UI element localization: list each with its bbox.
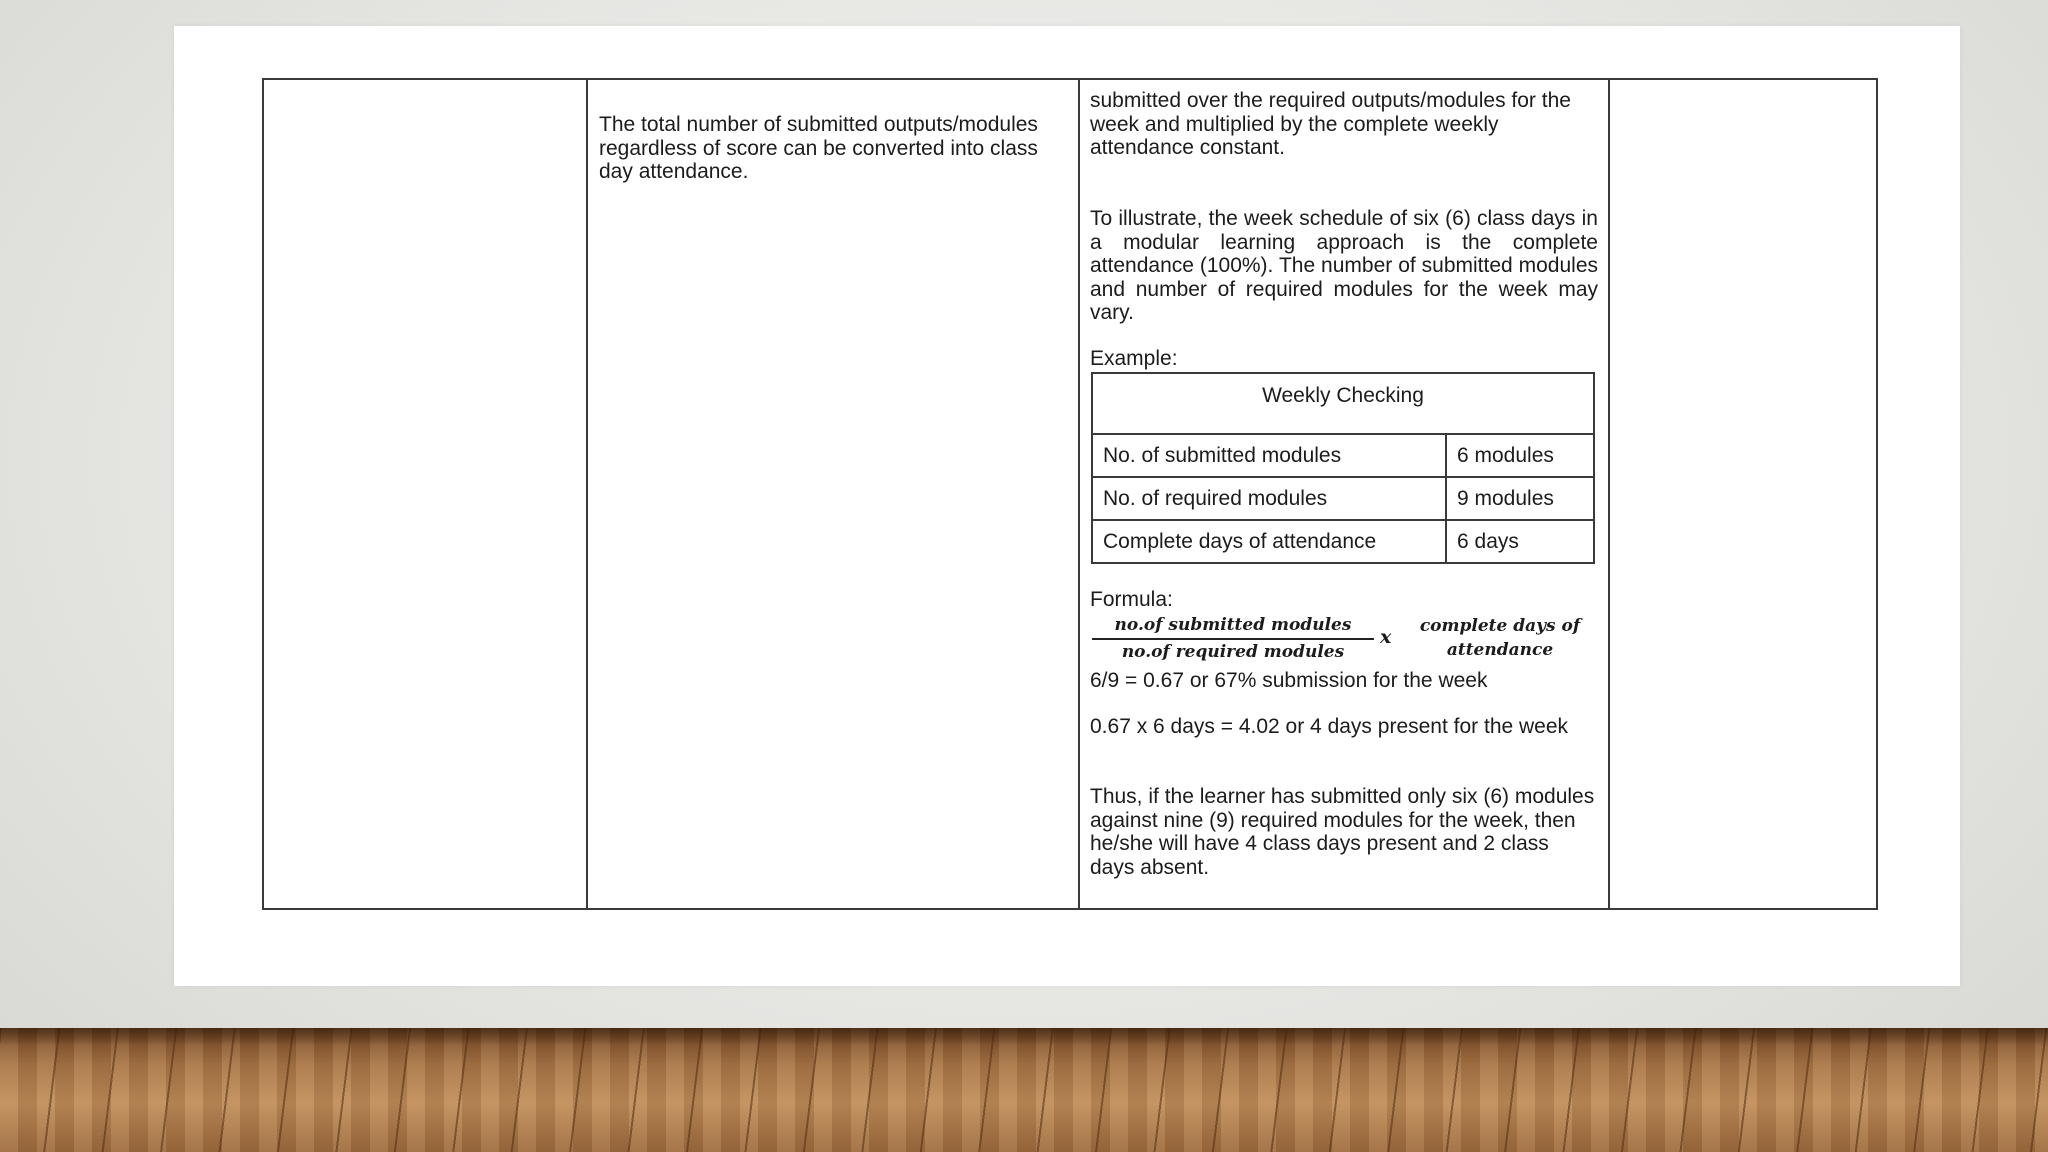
floor-shadow bbox=[0, 1028, 2048, 1046]
formula-factor-line2: attendance bbox=[1446, 640, 1554, 660]
table-row bbox=[1092, 477, 1594, 520]
row-value: 6 days bbox=[1446, 520, 1594, 563]
formula-fraction bbox=[1092, 614, 1374, 664]
paragraph-illustration: To illustrate, the week schedule of six (6) class days in a modular learning approach is the complete attendance (100%). The number of submitted modules and number of required modules for the week may vary. bbox=[1090, 207, 1598, 324]
document-table bbox=[262, 78, 1878, 910]
formula-label: Formula: bbox=[1090, 588, 1173, 611]
weekly-checking-title: Weekly Checking bbox=[1092, 373, 1594, 434]
table-column-empty-right bbox=[1610, 80, 1876, 908]
row-label: Complete days of attendance bbox=[1092, 520, 1446, 563]
table-column-empty-left bbox=[264, 80, 588, 908]
formula-factor bbox=[1410, 614, 1590, 662]
example-label: Example: bbox=[1090, 347, 1178, 370]
table-column-description bbox=[588, 80, 1080, 908]
formula-factor-line1: complete days of bbox=[1419, 616, 1581, 636]
conclusion-paragraph: Thus, if the learner has submitted only six (6) modules against nine (9) required modules for the week, then he/she will have 4 class days present and 2 class days absent. bbox=[1090, 785, 1595, 879]
formula-numerator: no.of submitted modules bbox=[1092, 614, 1374, 640]
weekly-checking-table bbox=[1091, 372, 1595, 564]
formula-denominator: no.of required modules bbox=[1121, 642, 1345, 662]
row-value: 6 modules bbox=[1446, 434, 1594, 477]
table-column-computation bbox=[1080, 80, 1610, 908]
table-row bbox=[1092, 520, 1594, 563]
paragraph-continuation: submitted over the required outputs/modules for the week and multiplied by the complete weekly attendance constant. bbox=[1090, 89, 1571, 159]
row-label: No. of required modules bbox=[1092, 477, 1446, 520]
row-label: No. of submitted modules bbox=[1092, 434, 1446, 477]
slide bbox=[174, 26, 1960, 986]
formula-operator: x bbox=[1380, 626, 1392, 648]
table-row bbox=[1092, 434, 1594, 477]
row-value: 9 modules bbox=[1446, 477, 1594, 520]
attendance-formula bbox=[1092, 614, 1600, 664]
calculation-percentage: 6/9 = 0.67 or 67% submission for the week bbox=[1090, 669, 1488, 692]
description-text: The total number of submitted outputs/modules regardless of score can be converted into class day attendance. bbox=[599, 113, 1038, 183]
calculation-days: 0.67 x 6 days = 4.02 or 4 days present for the week bbox=[1090, 715, 1569, 738]
wood-floor-background bbox=[0, 1028, 2048, 1152]
